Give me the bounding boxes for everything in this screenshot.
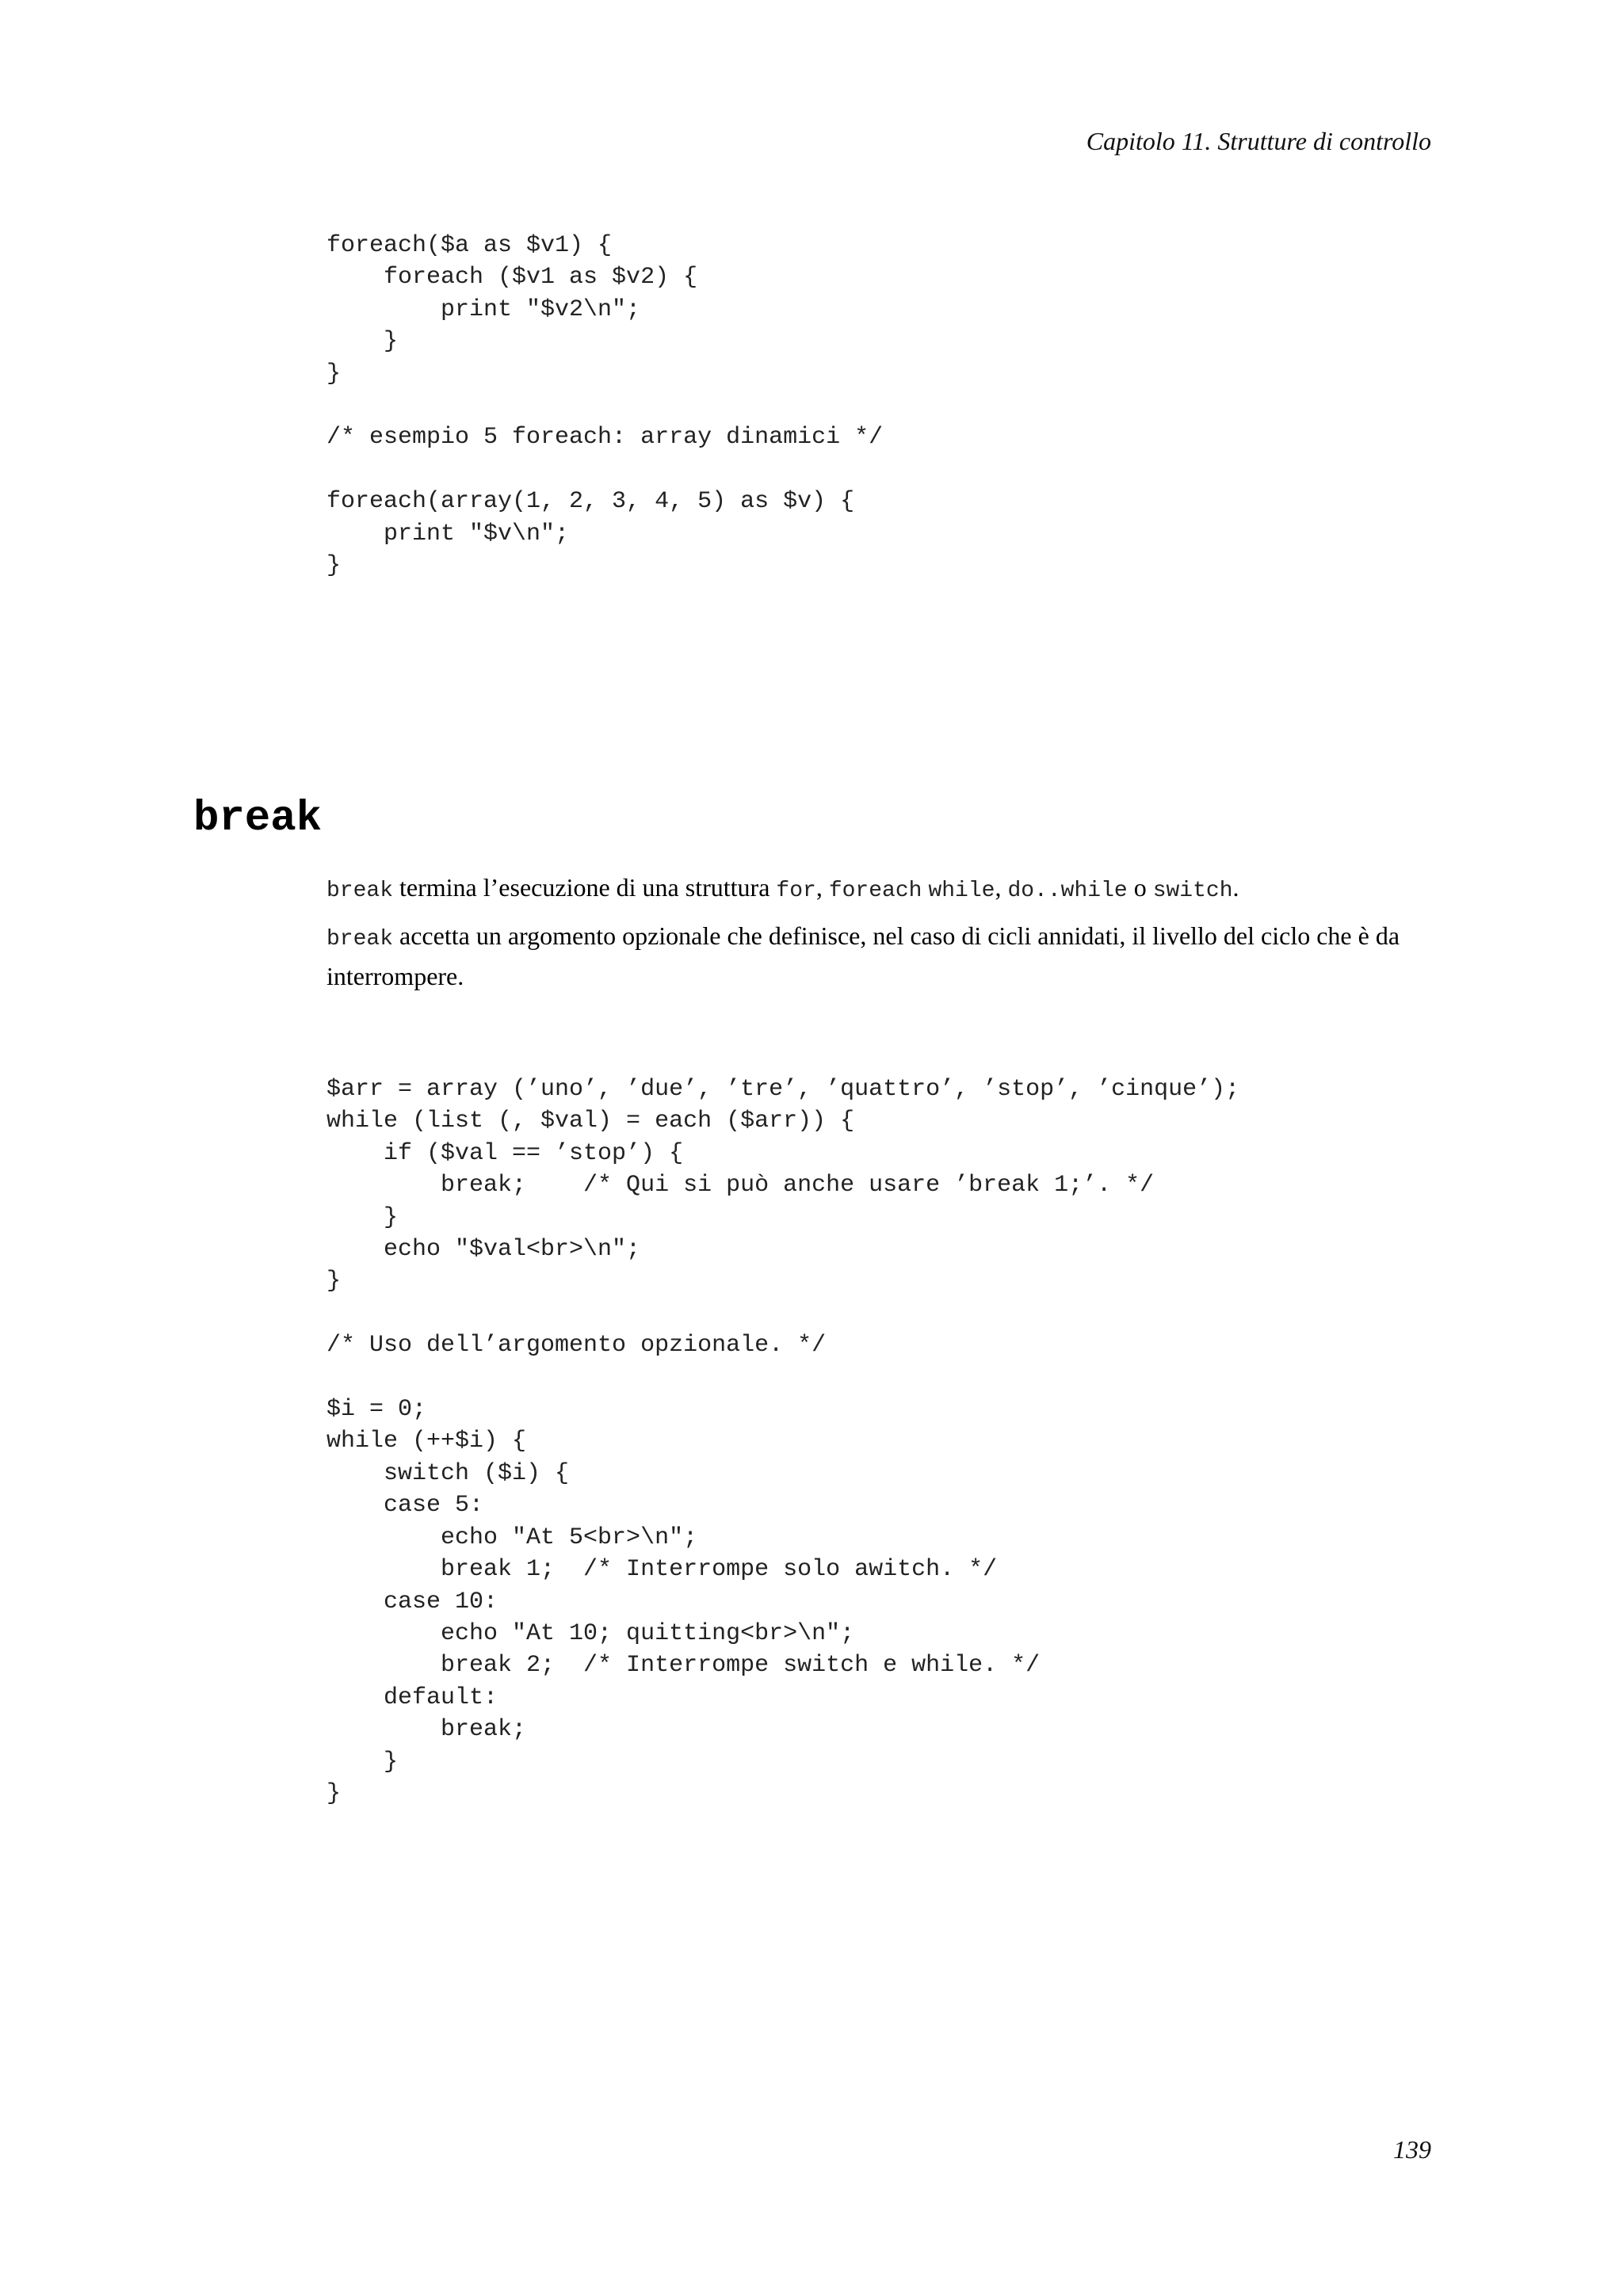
inline-code-for: for [776,879,816,903]
running-header: Capitolo 11. Strutture di controllo [1086,127,1431,155]
break-description-paragraph [327,869,1431,910]
inline-code-do-while: do..while [1007,879,1128,903]
paragraph-text: , [995,873,1008,902]
break-argument-paragraph [327,917,1431,994]
inline-code-break: break [327,927,394,952]
paragraph-text: , [815,873,829,902]
code-block-break-example: $arr = array (’uno’, ’due’, ’tre’, ’quattro’, ’stop’, ’cinque’); while (list (, $val) = each ($arr)) { if ($val == ’stop’) { break; /* Qui si può anche usare ’break 1;’. */ } echo "$val<br>\n"; } /* Uso dell’argomento opzionale. */ $i = 0; while (++$i) { switch ($i) { case 5: echo "At 5<br>\n"; break 1; /* Interrompe solo awitch. */ case 10: echo "At 10; quitting<br>\n"; break 2; /* Interrompe switch e while. */ default: break; } } [327,1076,1240,1807]
code-block-foreach-example: foreach($a as $v1) { foreach ($v1 as $v2) { print "$v2\n"; } } /* esempio 5 foreach: array dinamici */ foreach(array(1, 2, 3, 4, 5) as $v) { print "$v\n"; } [327,232,884,580]
inline-code-foreach: foreach [828,879,922,903]
inline-code-switch: switch [1152,879,1233,903]
section-title: break [193,795,323,843]
paragraph-text: termina l’esecuzione di una struttura [393,873,777,902]
paragraph-text: . [1232,873,1239,902]
inline-code-while: while [928,879,995,903]
page-number: 139 [1393,2135,1431,2164]
paragraph-text: o [1127,873,1153,902]
inline-code-break: break [327,879,394,903]
paragraph-text: accetta un argomento opzionale che definisce, nel caso di cicli annidati, il livello del ciclo che è da interrompere. [327,921,1400,990]
